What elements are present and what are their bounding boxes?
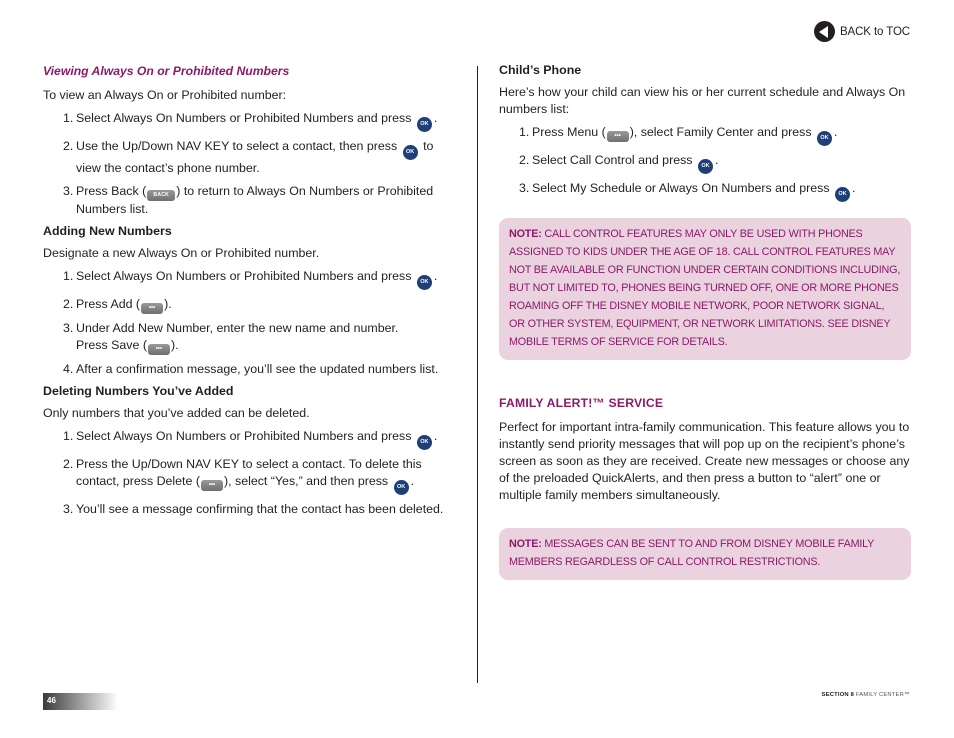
- note-tag: NOTE:: [509, 538, 542, 550]
- list-item: 3. Press Back ( BACK ) to return to Always On Numbers or Prohibited Numbers list.: [63, 184, 434, 216]
- list-item: 2. Press Add ( ••• ).: [63, 296, 461, 314]
- note-text: MESSAGES CAN BE SENT TO AND FROM DISNEY MOBILE FAMILY MEMBERS REGARDLESS OF CALL CONTROL RESTRICTIONS.: [509, 538, 874, 568]
- section-name: FAMILY CENTER™: [855, 692, 910, 698]
- ok-key-icon: OK: [417, 275, 432, 290]
- page-number-tab: [43, 693, 118, 710]
- note-text: CALL CONTROL FEATURES MAY ONLY BE USED WITH PHONES ASSIGNED TO KIDS UNDER THE AGE OF 18. CALL CONTROL FEATURES MAY NOT BE AVAILABLE OR FUNCTION UNDER CERTAIN CONDITIONS INCLUDING, BUT NOT LIMITED TO, PHONES BEING TURNED OFF, ONE OR MORE PHONES ROAMING OFF THE DISNEY MOBILE NETWORK, POOR NETWORK SIGNAL, OR OTHER SYSTEM, EQUIPMENT, OR NETWORK LIMITATIONS. SEE DISNEY MOBILE TERMS OF SERVICE FOR DETAILS.: [509, 228, 901, 348]
- childs-phone-steps: [519, 124, 911, 202]
- soft-key-icon: •••: [201, 480, 223, 491]
- back-to-toc-label: BACK to TOC: [839, 25, 910, 38]
- ok-key-icon: OK: [403, 145, 418, 160]
- section-label: SECTION 8: [821, 692, 855, 698]
- ok-key-icon: OK: [417, 435, 432, 450]
- list-item: 2. Select Call Control and press OK .: [519, 152, 911, 174]
- list-item: 3. Select My Schedule or Always On Numbers and press OK .: [519, 180, 911, 202]
- back-arrow-icon: [814, 21, 835, 42]
- ok-key-icon: OK: [817, 131, 832, 146]
- childs-phone-intro: Here’s how your child can view his or her current schedule and Always On numbers list:: [499, 85, 906, 116]
- soft-key-icon: •••: [141, 303, 163, 314]
- ok-key-icon: OK: [698, 159, 713, 174]
- adding-heading: Adding New Numbers: [43, 224, 172, 238]
- list-item: 1. Select Always On Numbers or Prohibited Numbers and press OK .: [63, 428, 461, 450]
- page-number: 46: [47, 696, 56, 705]
- note-tag: NOTE:: [509, 228, 542, 240]
- adding-steps: [63, 268, 461, 378]
- back-to-toc-link[interactable]: [814, 21, 910, 42]
- list-item: 1. Select Always On Numbers or Prohibited Numbers and press OK .: [63, 268, 461, 290]
- list-item: 1. Select Always On Numbers or Prohibited Numbers and press OK .: [63, 110, 461, 132]
- family-alert-note: [499, 528, 911, 580]
- list-item: 2. Press the Up/Down NAV KEY to select a contact. To delete this contact, press Delete ( ••• ), select “Yes,” and then press OK .: [63, 456, 461, 495]
- ok-key-icon: OK: [417, 117, 432, 132]
- list-item: 2. Use the Up/Down NAV KEY to select a contact, then press OK to view the contact’s phone number.: [63, 139, 434, 175]
- deleting-intro: Only numbers that you’ve added can be deleted.: [43, 406, 310, 420]
- family-alert-body: Perfect for important intra-family communication. This feature allows you to instantly send priority messages that will pop up on the recipient’s phone’s screen as soon as they are received. Create new messages or choose any of the preloaded QuickAlerts, and then press a button to “alert” one or multiple family members simultaneously.: [499, 420, 910, 502]
- soft-key-icon: •••: [148, 344, 170, 355]
- adding-intro: Designate a new Always On or Prohibited number.: [43, 246, 320, 260]
- viewing-intro: To view an Always On or Prohibited number:: [43, 88, 287, 102]
- list-item: 4. After a confirmation message, you’ll see the updated numbers list.: [63, 362, 439, 376]
- soft-key-icon: •••: [607, 131, 629, 142]
- deleting-heading: Deleting Numbers You’ve Added: [43, 384, 234, 398]
- left-column: [43, 63, 461, 524]
- section-footer: [822, 692, 910, 698]
- list-item: 3. You’ll see a message confirming that the contact has been deleted.: [63, 502, 444, 516]
- list-item: 1. Press Menu ( ••• ), select Family Center and press OK .: [519, 124, 911, 146]
- deleting-steps: [63, 428, 461, 518]
- back-key-icon: BACK: [147, 190, 175, 201]
- viewing-steps: [63, 110, 461, 218]
- right-column: [499, 63, 911, 580]
- childs-phone-heading: Child’s Phone: [499, 63, 582, 77]
- viewing-heading: Viewing Always On or Prohibited Numbers: [43, 64, 290, 78]
- family-alert-heading: FAMILY ALERT!™ SERVICE: [499, 396, 664, 410]
- column-divider: [477, 66, 478, 683]
- list-item: 3. Under Add New Number, enter the new name and number. Press Save ( ••• ).: [63, 320, 461, 355]
- call-control-note: [499, 218, 911, 360]
- ok-key-icon: OK: [394, 480, 409, 495]
- ok-key-icon: OK: [835, 187, 850, 202]
